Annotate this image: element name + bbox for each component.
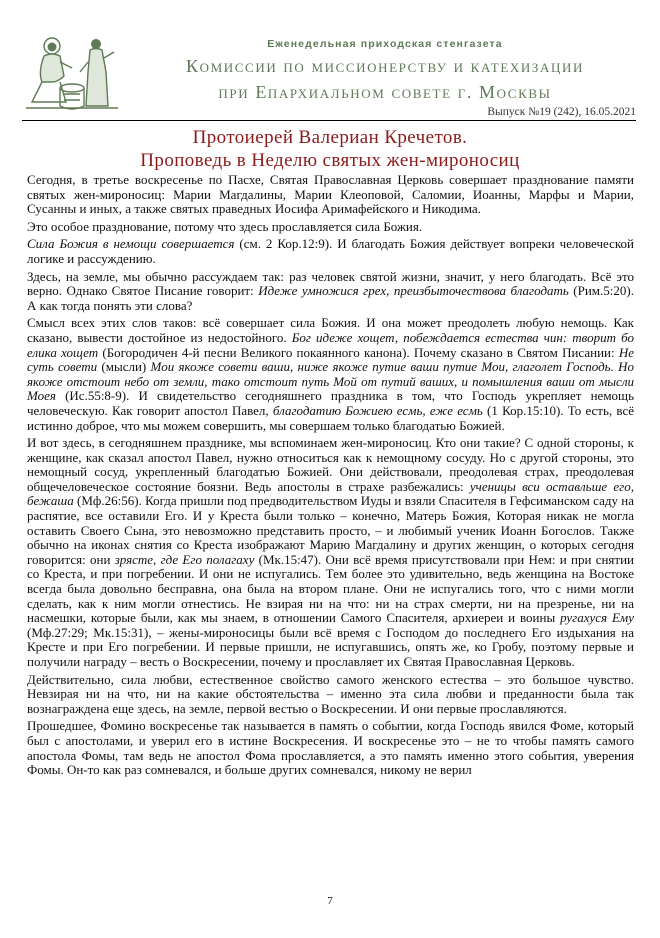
scripture-quote: зрясте, где Его полагаху xyxy=(114,551,255,567)
article-title: Проповедь в Неделю святых жен-мироносиц xyxy=(140,150,520,171)
article-author: Протоиерей Валериан Кречетов. xyxy=(192,127,468,148)
text-run: Здесь, на земле, мы обычно рассуждаем так: раз человек святой жизни, значит, у него благодать. Всё это верно. Однако Святое Писание говорит: xyxy=(27,268,634,299)
scripture-quote: Сила Божия в немощи совершается xyxy=(27,236,235,252)
text-run: (мысли) xyxy=(97,359,151,375)
paragraph-7: Действительно, сила любви, естественное свойство самого женского естества – это большое чувство. Невзирая ни на что, ни на какие обстоятельства – именно эта сила любви и преданности была так вознаграждена еще здесь, на земле, первой вестью о Воскресении. И они первые прославляются. xyxy=(27,671,634,716)
text-run: (Мф.27:29; Мк.15:31), – жены-мироносицы были всё время с Господом до последнего Его издыхания на Кресте и при Его погребении. И первые пришли, не испугавшись, опять же, ко Гробу, поэтому первые и получили награду – весть о Воскресении, почему и прославляет их Святая Православная Церковь. xyxy=(27,624,634,669)
text-run: (Мк.15:47). Они всё время присутствовали при Нем: и при снятии со Креста, и при погребении. И они не испугались. Тем более это удивительно, ведь женщина на Востоке всегда была довольно бесправна, она была на втором плане. Они не испугались того, что с ними могли сделать, как к ним могли отнестись. Не взирая ни на что: ни на страх смерти, ни на презренье, ни на насмешки, которые были, как мы знаем, в отношении Самого Спасителя, архиереи и воины xyxy=(27,551,634,626)
page-number: 7 xyxy=(327,895,333,907)
icon-christ-and-samaritan-woman-logo xyxy=(22,32,122,114)
paragraph-5 xyxy=(27,316,634,433)
scripture-quote: Мои якоже совети ваши, ниже якоже путие ваши путие Мои, глаголет Господь. Но якоже отстоит небо от земли, тако отстоит путь Мой от путий ваших, и помышления ваши от мысли Моея xyxy=(27,359,634,404)
text-run: И вот здесь, в сегодняшнем празднике, мы вспоминаем жен-мироносиц. Кто они такие? С одной стороны, к женщине, как сказал апостол Павел, нужно относиться как к немощному сосуду. Но с другой стороны, это немощный сосуд, укрепленный благодатью Божией. Они действовали, преодолевая страх, преодолевая общечеловеческое состояние боязни. Ведь апостолы в страхе разбежались: xyxy=(27,435,634,494)
text-run: (Ис.55:8-9). И свидетельство сегодняшнего праздника в том, что Господь укрепляет немощь человеческую. Как говорит апостол Павел, xyxy=(27,388,634,418)
masthead-title-line2: при Епархиальном совете г. Москвы xyxy=(218,82,552,102)
scripture-quote: ученицы вси оставльше его, бежаша xyxy=(27,478,634,509)
paragraph-8: Прошедшее, Фомино воскресенье так называется в память о событии, когда Господь явился Фоме, который был с апостолами, и уверил его в истине Воскресения. И воскресенье это – не то чтобы память самого апостола Фомы, там ведь не апостол Фома прославляется, а это память именно этого события, уверения Фомы. Он-то как раз сомневался, и больше других сомневался, никому не верил xyxy=(27,718,634,778)
scripture-quote: Бог идеже хощет, побеждается естества чин: творит бо елика хощет xyxy=(27,329,634,360)
paragraph-4 xyxy=(27,270,634,314)
scripture-quote: Не суть совети xyxy=(27,344,634,375)
text-run: (1 Кор.15:10). То есть, всё истинно доброе, что мы можем совершить, мы совершаем только благодатью Божией. xyxy=(27,402,634,433)
article-body xyxy=(27,173,634,781)
text-run: (Рим.5:20). А как тогда понять эти слова? xyxy=(27,283,634,313)
masthead-title-line1: Комиссии по миссионерству и катехизации xyxy=(186,56,584,76)
text-run: (Мф.26:56). Когда пришли под предводительством Иуды и взяли Спасителя в Гефсиманском саду на распятие, все оставили Его. И у Креста были только – конечно, Матерь Божия, Которая никак не могла оставить Своего Сына, это невозможно представить просто, – и любимый ученик Иоанн Богослов. Также обычно на иконах снятия со Креста изображают Марию Магдалину и других женщин, о которых сегодня говорится: они xyxy=(27,493,634,567)
issue-info: Выпуск №19 (242), 16.05.2021 xyxy=(487,106,636,118)
article-heading xyxy=(0,126,660,172)
paragraph-6 xyxy=(27,436,634,670)
scripture-quote: Идеже умножися грех, преизбыточествова благодать xyxy=(258,283,569,299)
masthead-subtitle: Еженедельная приходская стенгазета xyxy=(267,38,503,50)
scripture-quote: благодатию Божиею есмь, еже есмь xyxy=(272,402,483,418)
paragraph-3 xyxy=(27,237,634,266)
issue-divider xyxy=(22,106,636,121)
text-run: (см. 2 Кор.12:9). И благодать Божия действует вопреки человеческой логике и рассуждению. xyxy=(27,236,634,266)
text-run: Смысл всех этих слов таков: всё совершает сила Божия. И она может преодолеть любую немощь. Как сказано, вывести достойное из недостойного. xyxy=(27,315,634,345)
masthead-text xyxy=(150,38,620,102)
paragraph-1: Сегодня, в третье воскресенье по Пасхе, Святая Православная Церковь совершает празднование памяти святых жен-мироносиц: Марии Магдалины, Марии Клеоповой, Саломии, Иоанны, Марфы и Марии, Сусанны и иных, а также святых праведных Иосифа Аримафейского и Никодима. xyxy=(27,172,634,217)
text-run: (Богородичен 4-й песни Великого покаянного канона). Почему сказано в Святом Писании: xyxy=(98,344,619,360)
scripture-quote: ругахуся Ему xyxy=(560,610,635,626)
paragraph-2: Это особое празднование, потому что здесь прославляется сила Божия. xyxy=(27,218,423,234)
masthead xyxy=(0,0,660,128)
